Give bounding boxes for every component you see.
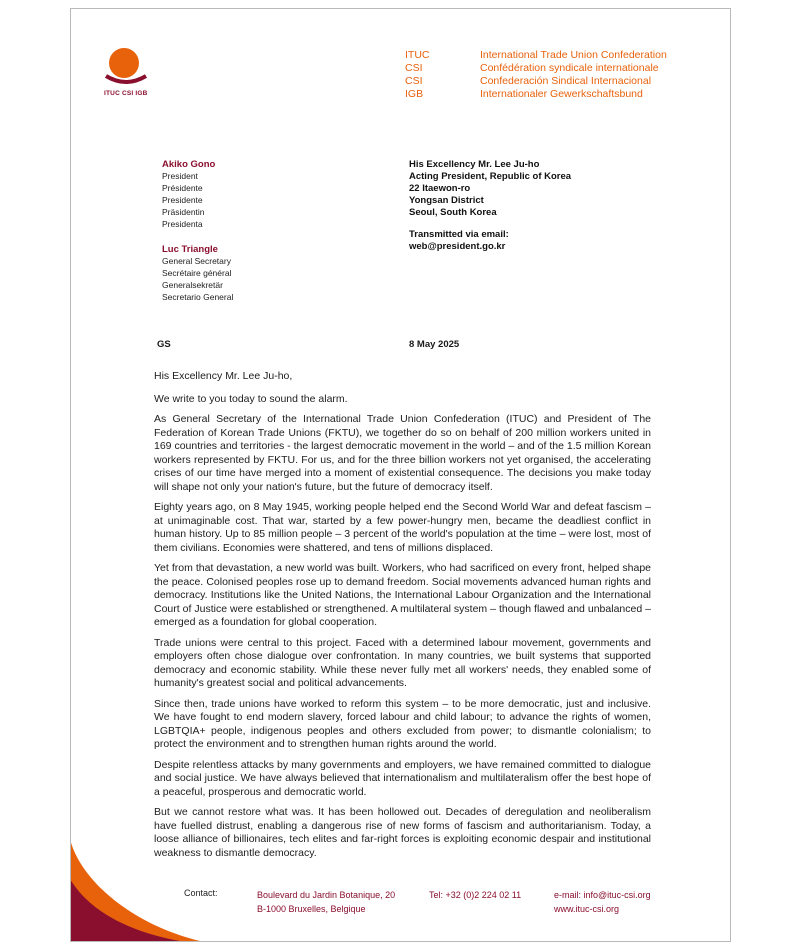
address-line-1: Boulevard du Jardin Botanique, 20 [257, 890, 396, 900]
footer-web [554, 888, 651, 916]
signatory-title: General Secretary [162, 256, 231, 266]
recipient-email: web@president.go.kr [409, 241, 506, 252]
signatory-title: Presidente [162, 195, 203, 205]
signatory-title: Secretario General [162, 292, 234, 302]
letter-page [70, 8, 731, 942]
signatory-title: Presidenta [162, 219, 203, 229]
footer-website-link[interactable]: www.ituc-csi.org [554, 904, 620, 914]
salutation: His Excellency Mr. Lee Ju-ho, [154, 370, 293, 382]
contact-label: Contact: [184, 888, 218, 898]
footer-swoosh-graphic [70, 839, 200, 942]
org-row [405, 75, 651, 88]
address-line: Seoul, South Korea [409, 207, 497, 218]
org-abbr: ITUC [405, 49, 430, 61]
org-abbr: CSI [405, 75, 423, 87]
address-line: Acting President, Republic of Korea [409, 171, 572, 182]
org-row [405, 49, 667, 62]
org-row [405, 88, 643, 101]
logo-text: ITUC CSI IGB [104, 90, 148, 97]
signatory-general-secretary [162, 244, 233, 303]
org-name: International Trade Union Confederation [480, 49, 667, 61]
org-abbr: IGB [405, 88, 424, 100]
signatory-name: Akiko Gono [162, 159, 216, 170]
reference-code: GS [157, 339, 171, 350]
org-abbr: CSI [405, 62, 423, 74]
signatory-title: Présidente [162, 183, 203, 193]
paragraph: Yet from that devastation, a new world was built. Workers, who had sacrificed on every front, helped shape the peace. Colonised peoples rose up to demand freedom. Social movements advanced human rights and democracy. Institutions like the United Nations, the International Labour Organization and the International Court of Justice were established or strengthened. A multilateral system – though flawed and unbalanced – emerged as a foundation for global cooperation. [154, 562, 651, 628]
signatory-title: Generalsekretär [162, 280, 223, 290]
paragraph: Eighty years ago, on 8 May 1945, working people helped end the Second World War and defeat fascism – at unimaginable cost. That war, started by a few power-hungry men, became the deadliest conflict in human history. Up to 85 million people – 3 percent of the world's population at the time – were lost, most of them civilians. Economies were shattered, and tens of millions displaced. [154, 501, 651, 554]
signatory-president [162, 159, 215, 230]
signatory-title: Präsidentin [162, 207, 205, 217]
address-line: 22 Itaewon-ro [409, 183, 471, 194]
signatory-name: Luc Triangle [162, 244, 218, 255]
org-name: Confédération syndicale internationale [480, 62, 659, 74]
letter-date: 8 May 2025 [409, 339, 460, 350]
footer-phone: Tel: +32 (0)2 224 02 11 [429, 890, 522, 900]
signatory-title: President [162, 171, 198, 181]
paragraph: But we cannot restore what was. It has been hollowed out. Decades of deregulation and neoliberalism have fuelled distrust, enabling a dangerous rise of new forms of fascism and authoritarianism. Today, a loose alliance of billionaires, tech elites and far-right forces is exploiting economic despair and institutional weakness to dismantle democracy. [154, 806, 651, 859]
address-line-2: B-1000 Bruxelles, Belgique [257, 904, 366, 914]
paragraph: Since then, trade unions have worked to reform this system – to be more democratic, just and inclusive. We have fought to end modern slavery, forced labour and child labour; to advance the rights of women, LGBTQIA+ people, indigenous peoples and others excluded from power; to dismantle colonialism; to protect the environment and to strengthen human rights around the world. [154, 697, 651, 750]
letter-body [154, 370, 651, 867]
org-name: Internationaler Gewerkschaftsbund [480, 88, 643, 100]
paragraph: Trade unions were central to this project. Faced with a determined labour movement, governments and employers often chose dialogue over confrontation. In many countries, we built systems that supported democracy and economic stability. While these never fully met all workers' needs, they enabled some of humanity's greatest social and political advancements. [154, 636, 651, 689]
address-line: Yongsan District [409, 195, 484, 206]
transmitted-label: Transmitted via email: [409, 229, 509, 240]
footer-address [257, 888, 395, 916]
paragraph: As General Secretary of the International Trade Union Confederation (ITUC) and President of The Federation of Korean Trade Unions (FKTU), we together do so on behalf of 200 million workers united in 169 countries and territories - the largest democratic movement in the world – and of the 1.5 million Korean workers represented by FKTU. For us, and for the three billion workers not yet organised, the accelerating crises of our time have merged into a moment of existential consequence. The decisions you make today will shape not only your nation's future, but the future of democracy itself. [154, 413, 651, 493]
org-row [405, 62, 659, 75]
org-name: Confederación Sindical Internacional [480, 75, 652, 87]
footer-email-link[interactable]: e-mail: info@ituc-csi.org [554, 890, 651, 900]
address-line: His Excellency Mr. Lee Ju-ho [409, 159, 540, 170]
signatory-title: Secrétaire général [162, 268, 232, 278]
paragraph: We write to you today to sound the alarm. [154, 392, 348, 405]
recipient-address [409, 159, 571, 253]
logo-arc-icon [104, 72, 148, 88]
paragraph: Despite relentless attacks by many governments and employers, we have remained committed to dialogue and social justice. We have always believed that internationalism and multilateralism offer the best hope of a peaceful, prosperous and democratic world. [154, 758, 651, 798]
